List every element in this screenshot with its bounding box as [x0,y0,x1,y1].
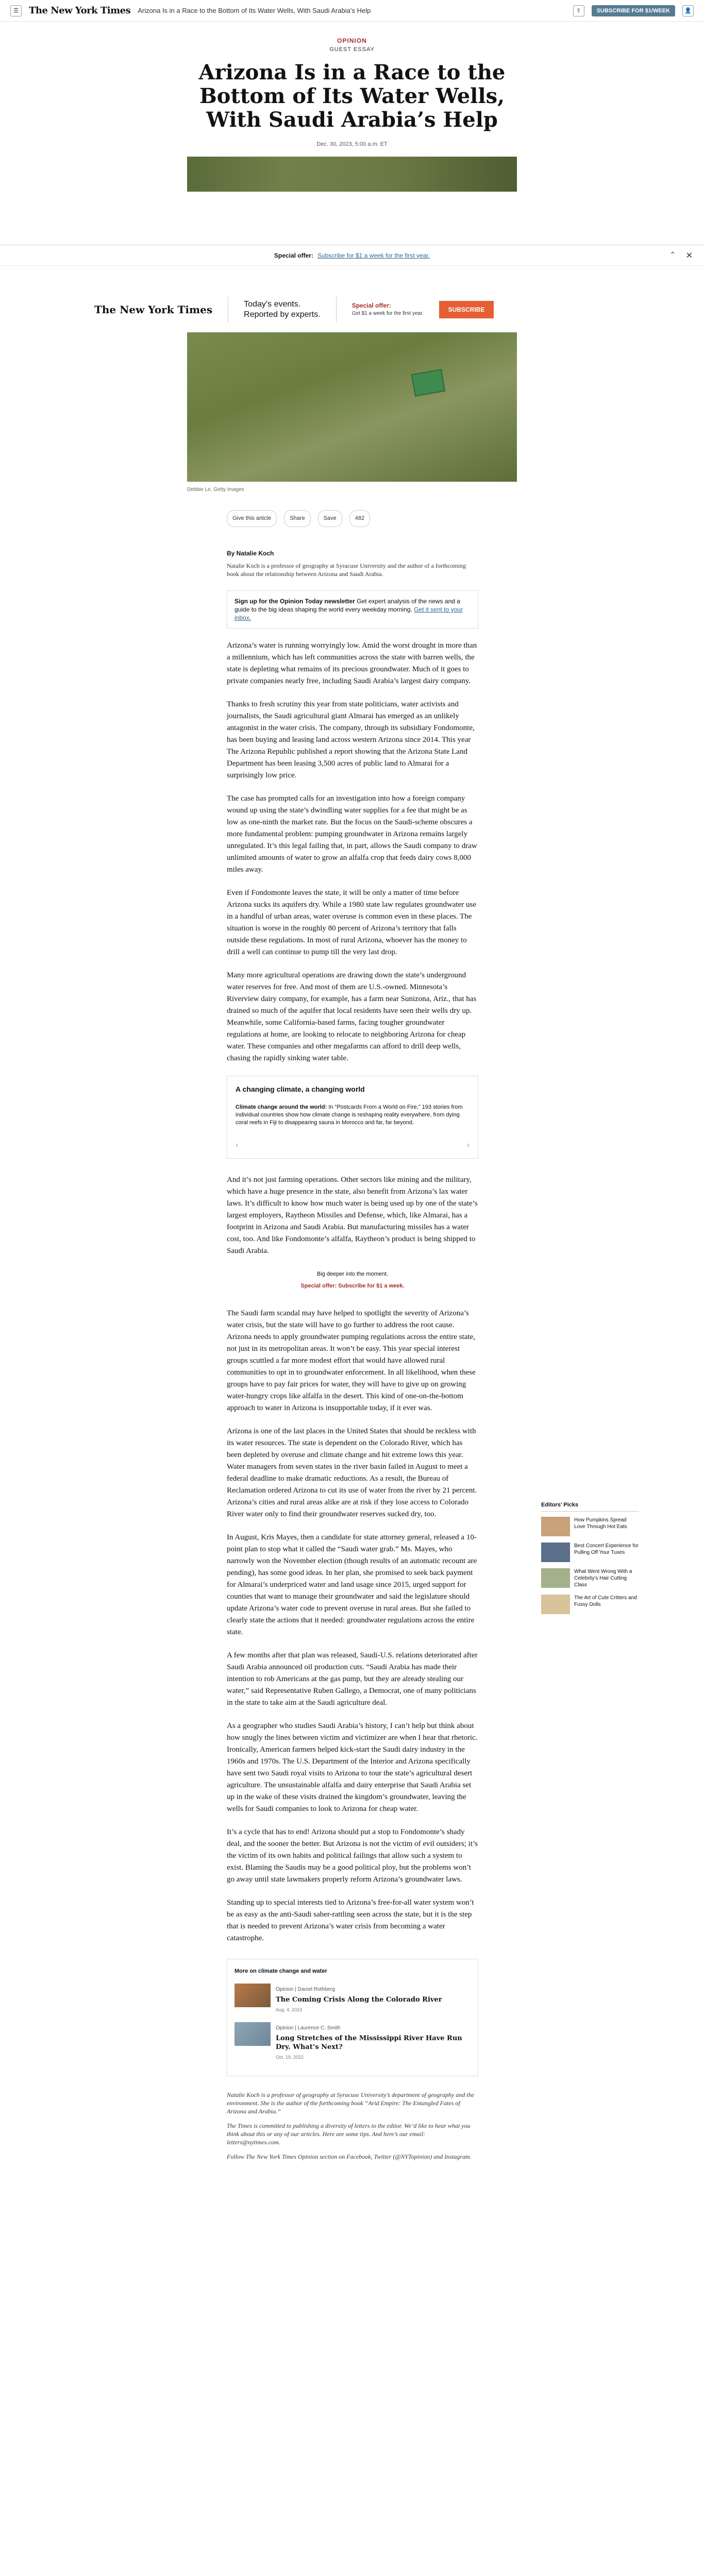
paragraph: Standing up to special interests tied to Arizona’s free-for-all water system won’t be as easy as the anti-Saudi saber-rattling seen across the state, but it is the step that is needed to prevent Arizona’s water crisis from becoming a water catastrophe. [227,1899,474,1942]
chevron-left-icon[interactable]: ‹ [236,1141,239,1149]
series-carousel [227,1076,478,1159]
promo-subscribe-button[interactable]: SUBSCRIBE [439,301,494,318]
sidebar-item-title: How Pumpkins Spread Love Through Hot Eats [574,1517,627,1530]
close-icon[interactable]: ✕ [685,251,693,260]
newsletter-link[interactable]: Get it sent to your inbox. [234,606,463,621]
newsletter-title: Sign up for the Opinion Today newsletter [234,598,355,605]
paragraph: The Saudi farm scandal may have helped to spotlight the severity of Arizona’s water crisis, but the state will have to go further to address the root cause. Arizona needs to apply groundwater pumping regulations across the entire state, not just in its metropolitan areas. It won’t be easy. This year special interest groups scuttled a far more modest effort that would have allowed rural communities to opt in to groundwater enforcement. In all likelihood, when these groups have to pay fair prices for water, they will have to give up on growing water-hungry crops like alfalfa in the desert. This kind of one-on-the-bottom approach to water in Arizona is insupportable today, if it ever was. [227,1309,476,1412]
related-date: Oct. 19, 2022 [276,2055,304,2060]
promo-panel [94,297,610,323]
sidebar-thumbnail [541,1543,570,1562]
sidebar-thumbnail [541,1568,570,1588]
related-title: Long Stretches of the Mississippi River Have Run Dry. What’s Next? [276,2035,462,2051]
promo-text-line1: Today’s events. [244,300,301,309]
mid-subscribe-link[interactable]: Special offer: Subscribe for $1 a week. [300,1283,405,1289]
hero-image [187,332,517,482]
related-date: Aug. 4, 2023 [276,2007,303,2012]
paragraph: As a geographer who studies Saudi Arabia’s history, I can’t help but think about how snugly the lines between victim and victimizer are when I hear that rhetoric. Ironically, American farmers helped kick-start the Saudi dairy industry in the 1960s and 1970s. The U.S. Department of the Interior and Arizona specifically have sent two Saudi royal visits to Arizona to tour the state’s agricultural desert agriculture. The unsustainable alfalfa and dairy enterprise that Saudi Arabia set up in the wake of these visits drained the kingdom’s groundwater, leaving the wells for Saudi companies to look to Arizona for cheap water. [227,1722,478,1813]
paragraph: Thanks to fresh scrutiny this year from state politicians, water activists and journalists, the Saudi agricultural giant Almarai has emerged as an unlikely antagonist in the water crisis. The company, through its subsidiary Fondomonte, has been buying and leasing land across western Arizona since 2014. This year The Arizona Republic published a report showing that the Arizona State Land Department has been leasing 3,500 acres of public land to Almarai for a surprisingly low price. [227,700,475,779]
offer-block [352,301,424,318]
paragraph: It’s a cycle that has to end! Arizona should put a stop to Fondomonte’s shady deal, and the sooner the better. But Arizona is not the victim of evil outsiders; it’s the victim of its own habits and political failings that allow such a system to exist. Blaming the Saudis may be a good political ploy, but the problems won’t go away until state lawmakers properly reform Arizona’s groundwater laws. [227,1828,478,1884]
series-title: A changing climate, a changing world [236,1085,365,1093]
special-offer-label: Special offer: [274,251,313,259]
paragraph: Even if Fondomonte leaves the state, it will be only a matter of time before Arizona sucks its aquifers dry. While a 1980 state law regulates groundwater use in a handful of urban areas, water overuse is common even in these places. The situation is worse in the roughly 80 percent of Arizona’s territory that falls outside these regulations. In most of rural Arizona, whoever has the money to drill a well can continue to pump till the very last drop. [227,889,477,956]
harvester-figure [411,369,446,397]
author-endnote: Natalie Koch is a professor of geography at Syracuse University’s department of geography and the environment. She is the author of the forthcoming book “Arid Empire: The Entangled Fates of Arizona and Arabia.” [227,2091,474,2115]
related-item[interactable] [234,2022,471,2063]
top-bar-article-title: Arizona Is in a Race to the Bottom of Its Water Wells, With Saudi Arabia’s Help [138,7,371,14]
dateline: Dec. 30, 2023, 5:00 a.m. ET [316,141,388,147]
offer-title: Special offer: [351,302,391,309]
related-author: Opinion | Daniel Rothberg [276,1987,335,1992]
letters-endnote: The Times is committed to publishing a diversity of letters to the editor. We’d like to hear what you think about this or any of our articles. Here are some tips. And here’s our email: letters@nytimes.com. [227,2122,471,2146]
follow-endnote: Follow The New York Times Opinion section on Facebook, Twitter (@NYTopinion) and Instagram. [227,2153,472,2160]
related-articles-box [227,1959,478,2076]
related-item[interactable] [234,1984,471,2016]
sidebar-item-title: Best Concert Experience for Pulling Off Your Tuxes [574,1543,639,1555]
related-thumbnail [234,2022,271,2046]
share-icon[interactable]: ⇪ [573,5,584,16]
series-item[interactable] [236,1104,470,1127]
newsletter-promo [227,590,478,629]
sidebar-editors-picks [541,1502,639,1620]
promo-text-line2: Reported by experts. [244,310,321,319]
article-header [187,22,517,147]
promo-logo: The New York Times [94,303,213,316]
guest-essay-label: GUEST ESSAY [329,46,375,53]
sidebar-item[interactable] [541,1543,639,1562]
paragraph: A few months after that plan was released, Saudi-U.S. relations deteriorated after Saudi Arabia announced oil production cuts. “Saudi Arabia has made their intention to rob Americans at the gas pump, but they are already stealing our water,” said Representative Ruben Gallego, a Democrat, one of many politicians in the state to take aim at the Saudi agriculture deal. [227,1651,478,1707]
related-author: Opinion | Laurence C. Smith [276,2025,341,2031]
chevron-right-icon[interactable]: › [466,1141,470,1149]
site-logo[interactable]: The New York Times [29,5,131,16]
sidebar-item[interactable] [541,1568,639,1588]
image-credit: Debbie Le, Getty Images [187,487,244,493]
hero-image-top [187,157,517,192]
paragraph: In August, Kris Mayes, then a candidate for state attorney general, released a 10-point plan to stop what it called the “Saudi water grab.” Ms. Mayes, who narrowly won the November election (though results of an automatic recount are pending), has some good ideas. In her plan, she promised to seek back payment for Almarai’s underpriced water and land usage since 2015, urged support for counties that want to manage their groundwater and said the legislature should update Arizona’s water code to prevent overuse in rural areas. But she failed to clearly state the actions that it needed: groundwater regulations across the entire state. [227,1533,477,1636]
special-offer-bar [0,245,704,266]
save-button[interactable]: Save [318,510,342,527]
mid-subscribe-line1: Big deeper into the moment. [316,1271,389,1277]
sidebar-item[interactable] [541,1595,639,1614]
headline: Arizona Is in a Race to the Bottom of Its Water Wells, With Saudi Arabia’s Help [198,60,506,132]
series-item-lead: Climate change around the world: [236,1104,327,1110]
sidebar-thumbnail [541,1517,570,1536]
series-nav [236,1139,470,1151]
comments-button[interactable]: 482 [349,510,370,527]
author-bio: Natalie Koch is a professor of geography at Syracuse University and the author of a forthcoming book about the relationship between Arizona and Saudi Arabia. [227,562,466,578]
related-title: The Coming Crisis Along the Colorado River [276,1996,442,2004]
chevron-up-icon[interactable]: ⌃ [669,250,676,259]
sidebar-item-title: The Art of Cute Critters and Fussy Dolls [574,1595,637,1607]
paragraph: Arizona’s water is running worryingly low. Amid the worst drought in more than a millennium, which has left communities across the state with barren wells, the state is depleting what remains of its precious groundwater. Much of it goes to private companies nearly free, including Saudi Arabia’s largest dairy company. [227,641,477,685]
paragraph: Arizona is one of the last places in the United States that should be reckless with its water resources. The state is dependent on the Colorado River, which has been depleted by overuse and climate change and hit extreme lows this year. Water managers from seven states in the river basin failed in August to meet a federal deadline to make dramatic reductions. As a result, the Bureau of Reclamation ordered Arizona to cut its use of water from the river by 21 percent. Arizona’s cities and rural areas alike are at risk if they lose access to Colorado River water only to find their groundwater reserves sucked dry, too. [227,1427,477,1518]
menu-icon[interactable]: ☰ [10,5,22,16]
paragraph: The case has prompted calls for an investigation into how a foreign company wound up using the state’s dwindling water supplies for a fee that might be as low as one-ninth the market rate. But the focus on the Saudi-scheme obscures a more fundamental problem: pumping groundwater in Arizona remains largely unregulated. It’s this legal failing that, in part, allows the Saudi company to draw unlimited amounts of water to grow an alfalfa crop that feeds dairy cows 8,000 miles away. [227,794,477,874]
sidebar-item-title: What Went Wrong With a Celebrity’s Hair Cutting Class [574,1569,632,1588]
offer-line: Get $1 a week for the first year. [351,311,424,316]
share-button[interactable]: Share [284,510,310,527]
subscribe-button[interactable]: SUBSCRIBE FOR $1/WEEK [592,5,675,16]
mid-article-subscribe [227,1268,478,1292]
series-item-text: In “Postcards From a World on Fire,” 193 stories from individual countries show how climate change is reshaping reality everywhere, from dying coral reefs in Fiji to disappearing sauna in Morocco and far, far beyond. [236,1104,463,1126]
sidebar-heading: Editors’ Picks [541,1502,639,1512]
sidebar-item[interactable] [541,1517,639,1536]
section-kicker[interactable]: OPINION [337,37,367,44]
top-bar [0,0,704,22]
paragraph: And it’s not just farming operations. Other sectors like mining and the military, which have a huge presence in the state, also benefit from Arizona’s lax water laws. It’s difficult to know how much water is being used up by one of the state’s largest employers, Raytheon Missiles and Defense, which, like Almarai, has a footprint in Arizona and Saudi Arabia. But manufacturing missiles has a water cost, too. And like Fondomonte’s alfalfa, Raytheon’s product is being shipped to Saudi Arabia. [227,1176,478,1255]
sidebar-thumbnail [541,1595,570,1614]
article-body [227,510,478,2167]
account-icon[interactable]: 👤 [682,5,694,16]
gift-article-button[interactable]: Give this article [227,510,277,527]
related-thumbnail [234,1984,271,2007]
share-tools [227,510,478,527]
paragraph: Many more agricultural operations are drawing down the state’s underground water reserves for free. And most of them are U.S.-owned. Minnesota’s Riverview dairy company, for example, has a farm near Sunizona, Ariz., that has drained so much of the aquifer that local residents have seen their wells dry up. Meanwhile, some California-based farms, facing tougher groundwater regulations at home, are looking to relocate to neighboring Arizona for cheap water. These companies and other megafarms can afford to drill deep wells, chasing the rapidly sinking water table. [227,971,477,1062]
special-offer-link[interactable]: Subscribe for $1 a week for the first year. [317,251,430,259]
newsletter-text: Get expert analysis of the news and a guide to the big ideas shaping the world every weekday morning. [234,598,460,613]
promo-text [244,299,321,320]
related-heading: More on climate change and water [234,1968,327,1974]
promo-divider [336,297,337,323]
byline[interactable]: By Natalie Koch [227,550,274,557]
